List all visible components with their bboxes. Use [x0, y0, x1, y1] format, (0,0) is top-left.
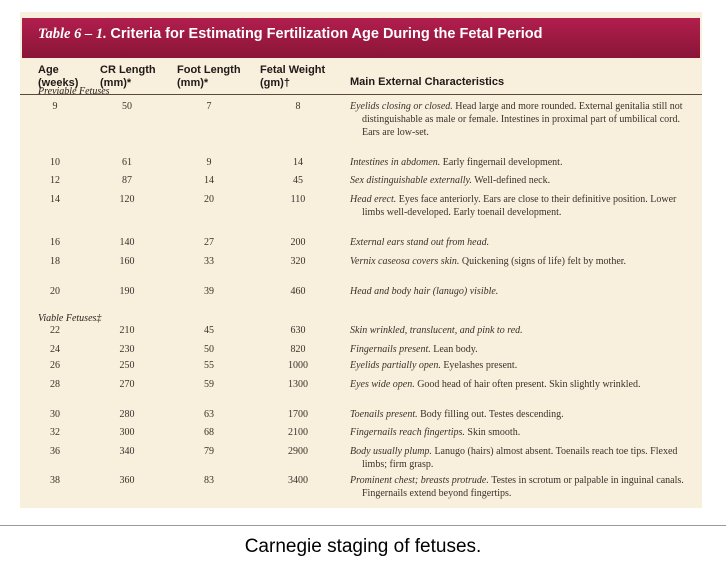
cell-foot-length: 83 [204, 475, 214, 486]
cell-cr-length: 50 [122, 101, 132, 112]
cell-foot-length: 33 [204, 256, 214, 267]
group-label-previable: Previable Fetuses [38, 86, 110, 97]
characteristic-detail: Quickening (signs of life) felt by mother. [459, 256, 627, 267]
header-characteristics: Main External Characteristics [350, 76, 505, 88]
cell-fetal-weight: 1000 [288, 360, 308, 371]
cell-age: 14 [50, 194, 60, 205]
cell-cr-length: 270 [119, 379, 135, 390]
cell-age: 26 [50, 360, 60, 371]
cell-characteristics [350, 426, 692, 439]
cell-fetal-weight: 2100 [288, 427, 308, 438]
cell-age: 10 [50, 157, 60, 168]
cell-cr-length: 360 [119, 475, 135, 486]
characteristic-lead: Intestines in abdomen. [350, 157, 441, 168]
cell-characteristics [350, 474, 692, 500]
cell-fetal-weight: 110 [290, 194, 306, 205]
cell-age: 16 [50, 237, 60, 248]
characteristic-lead: Eyelids partially open. [350, 360, 441, 371]
cell-cr-length: 160 [119, 256, 135, 267]
cell-age: 30 [50, 409, 60, 420]
cell-fetal-weight: 3400 [288, 475, 308, 486]
cell-age: 36 [50, 446, 60, 457]
table-title-text: Criteria for Estimating Fertilization Age During the Fetal Period [110, 26, 543, 42]
cell-foot-length: 9 [206, 157, 212, 168]
characteristic-detail: Lean body. [430, 344, 478, 355]
cell-characteristics [350, 359, 692, 372]
cell-foot-length: 7 [206, 101, 212, 112]
cell-foot-length: 63 [204, 409, 214, 420]
cell-characteristics [350, 324, 692, 337]
cell-characteristics [350, 174, 692, 187]
characteristic-lead: Toenails present. [350, 409, 418, 420]
characteristic-detail: Early fingernail development. [440, 157, 563, 168]
cell-characteristics [350, 343, 692, 356]
slide-caption: Carnegie staging of fetuses. [244, 536, 482, 557]
cell-foot-length: 14 [204, 175, 214, 186]
table-header-row [20, 58, 702, 95]
characteristic-lead: Head erect. [350, 194, 397, 205]
cell-cr-length: 280 [119, 409, 135, 420]
cell-cr-length: 120 [119, 194, 135, 205]
cell-fetal-weight: 460 [290, 286, 306, 297]
cell-foot-length: 55 [204, 360, 214, 371]
cell-characteristics [350, 378, 692, 391]
characteristic-lead: Vernix caseosa covers skin. [350, 256, 460, 267]
cell-fetal-weight: 8 [295, 101, 301, 112]
cell-fetal-weight: 1700 [288, 409, 308, 420]
characteristic-lead: Fingernails reach fingertips. [350, 427, 465, 438]
characteristic-detail: Testes in scrotum or palpable in inguinal canals. Fingernails extend beyond fingertips. [362, 475, 684, 499]
header-fetal-weight: Fetal Weight (gm)† [260, 64, 326, 89]
cell-cr-length: 190 [119, 286, 135, 297]
cell-foot-length: 27 [204, 237, 214, 248]
characteristic-detail: Good head of hair often present. Skin slightly wrinkled. [414, 379, 641, 390]
characteristic-lead: Head and body hair (lanugo) visible. [350, 286, 499, 297]
cell-characteristics [350, 100, 692, 139]
divider [0, 525, 726, 526]
cell-fetal-weight: 630 [290, 325, 306, 336]
characteristic-lead: Eyelids closing or closed. [350, 101, 453, 112]
cell-age: 24 [50, 344, 60, 355]
cell-fetal-weight: 14 [293, 157, 303, 168]
cell-cr-length: 230 [119, 344, 135, 355]
cell-age: 18 [50, 256, 60, 267]
header-cr-length: CR Length (mm)* [100, 64, 156, 89]
characteristic-detail: Body filling out. Testes descending. [417, 409, 564, 420]
cell-fetal-weight: 1300 [288, 379, 308, 390]
characteristic-detail: Lanugo (hairs) almost absent. Toenails reach toe tips. Flexed limbs; firm grasp. [362, 446, 678, 470]
cell-age: 12 [50, 175, 60, 186]
characteristic-lead: Skin wrinkled, translucent, and pink to red. [350, 325, 523, 336]
cell-age: 9 [52, 101, 58, 112]
cell-age: 20 [50, 286, 60, 297]
cell-characteristics [350, 445, 692, 471]
table-image [20, 12, 702, 508]
table-title-bar [22, 18, 700, 58]
cell-cr-length: 300 [119, 427, 135, 438]
characteristic-lead: Prominent chest; breasts protrude. [350, 475, 489, 486]
group-label-viable: Viable Fetuses‡ [38, 313, 102, 324]
cell-age: 32 [50, 427, 60, 438]
cell-foot-length: 50 [204, 344, 214, 355]
cell-characteristics [350, 285, 692, 298]
cell-cr-length: 140 [119, 237, 135, 248]
header-age: Age (weeks) [38, 64, 79, 89]
cell-foot-length: 59 [204, 379, 214, 390]
cell-age: 28 [50, 379, 60, 390]
table-number: Table 6 – 1. [38, 26, 107, 42]
cell-cr-length: 210 [119, 325, 135, 336]
characteristic-lead: External ears stand out from head. [350, 237, 490, 248]
cell-age: 38 [50, 475, 60, 486]
characteristic-lead: Body usually plump. [350, 446, 432, 457]
cell-cr-length: 340 [119, 446, 135, 457]
characteristic-lead: Fingernails present. [350, 344, 431, 355]
cell-foot-length: 79 [204, 446, 214, 457]
cell-characteristics [350, 193, 692, 219]
characteristic-detail: Eyelashes present. [440, 360, 518, 371]
cell-fetal-weight: 45 [293, 175, 303, 186]
cell-cr-length: 61 [122, 157, 132, 168]
cell-foot-length: 68 [204, 427, 214, 438]
cell-fetal-weight: 200 [290, 237, 306, 248]
cell-foot-length: 20 [204, 194, 214, 205]
cell-cr-length: 250 [119, 360, 135, 371]
cell-age: 22 [50, 325, 60, 336]
cell-characteristics [350, 408, 692, 421]
characteristic-detail: Skin smooth. [464, 427, 521, 438]
characteristic-lead: Eyes wide open. [350, 379, 415, 390]
table-title [38, 26, 542, 43]
cell-cr-length: 87 [122, 175, 132, 186]
cell-characteristics [350, 236, 692, 249]
characteristic-lead: Sex distinguishable externally. [350, 175, 472, 186]
characteristic-detail: Head large and more rounded. External genitalia still not distinguishable as male or female. Intestines in proximal part of umbilical cord. Ears are low-set. [362, 101, 683, 138]
cell-characteristics [350, 255, 692, 268]
header-foot-length: Foot Length (mm)* [177, 64, 241, 89]
cell-fetal-weight: 2900 [288, 446, 308, 457]
characteristic-detail: Well-defined neck. [471, 175, 551, 186]
cell-foot-length: 45 [204, 325, 214, 336]
cell-foot-length: 39 [204, 286, 214, 297]
cell-fetal-weight: 320 [290, 256, 306, 267]
cell-fetal-weight: 820 [290, 344, 306, 355]
characteristic-detail: Eyes face anteriorly. Ears are close to their definitive position. Lower limbs well-developed. Early toenail development. [362, 194, 677, 218]
cell-characteristics [350, 156, 692, 169]
